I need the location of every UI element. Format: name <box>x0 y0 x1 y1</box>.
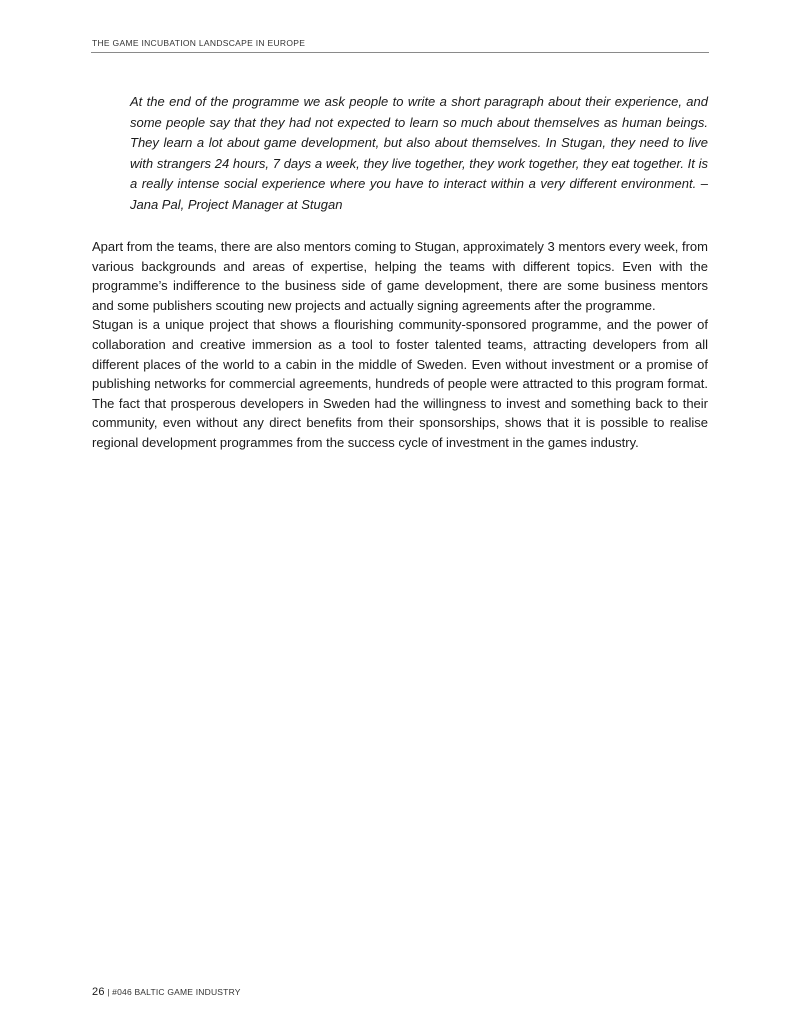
page-footer <box>92 986 241 998</box>
publication-title: #046 BALTIC GAME INDUSTRY <box>112 987 241 997</box>
block-quote: At the end of the programme we ask people to write a short paragraph about their experience, and some people say that they had not expected to learn so much about themselves as human beings. They learn a lot about game development, but also about themselves. In Stugan, they need to live with strangers 24 hours, 7 days a week, they live together, they work together, they eat together. It is a really intense social experience where you have to interact within a very different environment. – Jana Pal, Project Manager at Stugan <box>130 94 708 212</box>
running-header: THE GAME INCUBATION LANDSCAPE IN EUROPE <box>92 38 306 48</box>
body-text <box>92 237 708 453</box>
page-number: 26 <box>92 986 105 998</box>
header-divider <box>91 52 709 53</box>
footer-separator: | <box>104 987 113 997</box>
body-paragraph-2: Stugan is a unique project that shows a flourishing community-sponsored programme, and the power of collaboration and creative immersion as a tool to foster talented teams, attracting developers from all different places of the world to a cabin in the middle of Sweden. Even without investment or a promise of publishing networks for commercial agreements, hundreds of people were attracted to this program format. The fact that prosperous developers in Sweden had the willingness to invest and something back to their community, even without any direct benefits from their sponsorships, shows that it is possible to realise regional development programmes from the success cycle of investment in the games industry. <box>92 317 708 450</box>
body-paragraph-1: Apart from the teams, there are also mentors coming to Stugan, approximately 3 mentors every week, from various backgrounds and areas of expertise, helping the teams with different topics. Even with the programme’s indifference to the business side of game development, there are some business mentors and some publishers scouting new projects and actually signing agreements after the programme. <box>92 239 708 313</box>
